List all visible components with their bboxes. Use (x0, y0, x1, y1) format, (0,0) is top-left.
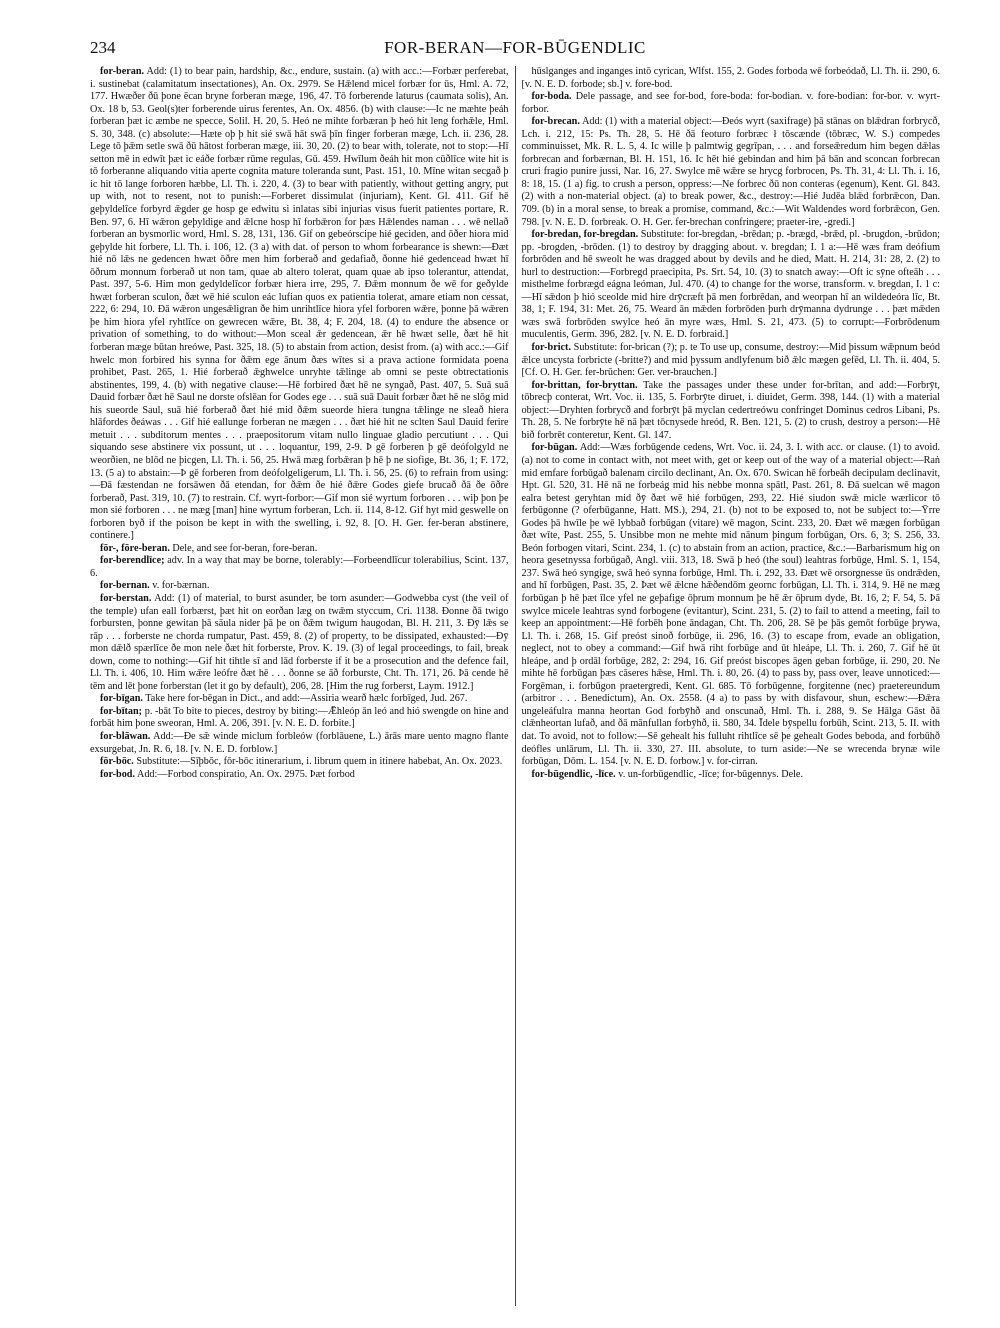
right-column (515, 66, 941, 1306)
running-head: FOR-BERAN—FOR-BŪGENDLIC (384, 38, 646, 57)
dictionary-entry (522, 442, 941, 768)
entry-headword: for-blāwan. (100, 730, 151, 742)
dictionary-entry (90, 756, 509, 769)
entry-headword: for-būgan. (531, 442, 578, 454)
left-column (90, 66, 515, 1306)
entry-body: Add:—Wæs forbūgende cedens, Wrt. Voc. ii. 24, 3. I. with acc. or clause. (1) to avoid. (a) not to come in contact with, not meet with, get or keep out of the way of a material object:—Raṅ mid emfare forbūgað balenam circilo declinant, An. Ox. 670. Swican hē forbeāh decipulam declinavit, Hpt. Gl. 520, 31. Hē nā ne forbeág mid his nebbe monna spātl, Past. 261, 8. Ðā suelcan wē magon ealra betest geryhtan mid ðȳ ðæt wē hié forbūgen, 293, 22. Hié siudon swǣ micle wærlicor tō ferbūgonne (? oferbūganne, Hatt. MS.), 294, 21. (b) not to be exposed to, not be subject to:—Ȳrre Godes þā hwīle þe wē lybbað forbūgan (vitare) wē magon, Scint. 233, 20. Ðæt wē mægen forbūgan ðæt wīte, Past. 255, 5. Unsibbe mon ne mehte mid nānum þingum forbūgan, Ors. 6, 3; S. 256, 33. Beón forbogen vitari, Scint. 234, 1. (c) to abstain from an action, practice, &c.:—Barbarismum hig on heora gesetnyssa forbūgað, Angl. viii. 313, 18. Swā þ heó (the soul) leahtras forbūge, Hml. S. 1, 154, 237. Swā heó syngige, swā heó synna forbūge, Hml. Th. i. 292, 33. Ðæt wē orsorgnesse ūs ondrǣden, and hī forbūgen, Past. 35, 2. Þæt wē ǣlcne hǣðendōm geornc forbūgan, Ll. Th. i. 314, 9. Hē ne mæg forbūgan þ hē þæt īlce yfel ne geþafige ōþrum monnum þe hē ǣr ōþrum dyde, Bt. 16, 2; F. 54, 5. Þā swylce micele leahtras synd forbogene (evitantur), Scint. 231, 5. (2) to fail to attend a meeting, fail to keep an appointment:—Hē forbēh þone āndagan, Cht. Th. 206, 28. Sē þe þās gemōt forbūge þrywa, Ll. Th. i. 268, 15. Gif preóst sinoð forbūge, ii. 296, 16. (3) to escape from, evade an obligation, neglect, not to obey a command:—Gif hwā riht forbūge and ūt hleápe, Ll. Th. i. 260, 7. Gif hē ūt hleápe, and þ ordāl forbūge, 282, 2: 294, 16. Gif preóst biscopes āgen geban forbūge, ii. 290, 20. Ne mihte hē forbūgan þæs cāseres hǣse, Hml. Th. i. 80, 26. (4) to pass by, pass over, leave unnoticed:—Forgēman, i. forbūgon praetergredi, Kent. Gl. 685. Tō forbūgenne, forgitenne (nec) praetereundum (arbitror . . . Benedictum), An. Ox. 2558. (4 a) to pass by with disfavour, shun, eschew:—Ðǣra ungeleáfulra manna heortan God forbȳhð and onscunað, Hml. Th. i. 288, 9. Se Hālga Gāst ðā clǣnheortan lufað, and ðā mānfullan forbȳhð, ii. 580, 34. Īdele bȳspellu forbūh, Scint. 213, 5. II. with dat. To avoid, not to follow:—Sē gehealt his fulluht rihtlīce sē þe gehealt Godes beboda, and forbūhð deófles unlārum, Ll. Th. ii. 330, 27. III. absolute, to turn aside:—Ne se wrecenda brynæ wile forbūgan, Dōm. L. 154. [v. N. E. D. forbow.] v. for-cirran. (521, 442, 940, 768)
dictionary-entry (90, 66, 509, 543)
entry-body: Take here for-bēgan in Dict., and add:—Assiria wearð hælc forbīged, Jud. 267. (145, 693, 468, 705)
dictionary-entry (522, 342, 941, 380)
entry-headword: for-berendlīce; (100, 555, 165, 567)
entry-body: Dele, and see for-beran, fore-beran. (172, 542, 318, 554)
entry-body: v. un-forbūgendlic, -līce; for-būgennys. Dele. (618, 768, 803, 780)
entry-headword: fōr-bōc. (100, 756, 134, 768)
dictionary-entry (90, 555, 509, 580)
entry-body: p. -bāt To bite to pieces, destroy by biting:—Ǣhleóp ān leó and hió swengde on hine and forbāt him þone sweoran, Hml. A. 206, 391. [v. N. E. D. forbite.] (90, 705, 509, 730)
entry-headword: fōr-, fōre-beran. (100, 542, 170, 554)
dictionary-entry (90, 769, 509, 782)
entry-body: Substitute:—Sīþbōc, fōr-bōc itinerarium, i. librum quem in itinere habebat, An. Ox. 2023. (136, 756, 503, 768)
entry-headword: for-brittan, for-bryttan. (531, 379, 638, 391)
entry-headword: for-bernan. (100, 580, 150, 592)
page-header (90, 38, 940, 64)
entry-body: Add:—Forbod conspiratio, An. Ox. 2975. Þæt forbod (136, 768, 355, 780)
dictionary-entry (90, 706, 509, 731)
entry-body: Take the passages under these under for-brītan, and add:—Forbrȳt, tōbrecþ conterat, Wrt. Voc. ii. 135, 5. Forbrȳte diruet, i. diuidet, Germ. 398, 144. (1) with a material object:—Dryhten forbrycð and forbrȳt þā myclan cedertreówu confringet Dominus cedros Libani, Ps. Th. 28, 5. Ne forbrȳte hē nā þæt tōcnysede hreód, R. Ben. 121, 5. (2) to crush, destroy a person:—Hē bið forbrēt conteretur, Kent. Gl. 147. (521, 379, 940, 441)
dictionary-entry (522, 769, 941, 782)
dictionary-entry (90, 580, 509, 593)
dictionary-entry (522, 66, 941, 91)
dictionary-entry (522, 380, 941, 443)
entry-body: Add: (1) to bear pain, hardship, &c., endure, sustain. (a) with acc.:—Forbær perferebat, i. sustinebat (calamitatum insectationes), An. Ox. 2979. Se Hǣlend micel forbær for ūs, Hml. A. 72, 177. Hwæðer ðū þone ēcan bryne forberan mæge, 196, 47. Tō forberende laturus (caumata solis), An. Ox. 18 b, 53. Geol(s)ter forberende uirus ferentes, An. Ox. 4856. (b) with clause:—Ic ne mæhte þeáh forberan þæt ic æmbe ne specce, Solil. H. 20, 5. Heó ne mihte forbæran þ heó hit leng forhǣle, Hml. S. 30, 348. (c) absolute:—Hæte oþ þ hit sié swā hāt swā þīn finger forberan mæge, Lch. ii. 236, 28. Lege tō þǣm setle swā ðū hātost forberan mæge, iii. 30, 20. (2) to bear with, tolerate, not to stop:—Hī setton mē in edwīt þæt ic eáðe forbær rūme regulas, Gū. 459. Hwīlum ðeáh hit mon cūðlīce wite hit is tō forberanne aliquando vitia aperte cognita mature toleranda sunt, Past. 151, 10. Mīne witan secgað þ ic hit tō lange forboren hæbbe, Ll. Th. i. 220, 4. (3) to bear with patiently, without getting angry, put up with, not to resent, not to punish:—Forberet dissimulat (injuriam), Kent. Gl. 411. Gif hē geþyldelīce forbyrd ǣgder ge hosp ge edwitu si inlatas sibi injurias visus fuerit patientes portare, R. Ben. 97, 6. Hī wǣron geþyldige and ǣlcne hosp hī forbǣron for þæs Hǣlendes naman . . . wē nellað forberan an bysmorlic word, Hml. S. 28, 131, 136. Gif on gebeórscipe hié geciden, and ōðer hiora mid geþylde hit forbere, Ll. Th. i. 106, 12. (3 a) with dat. of person to whom forbearance is shewn:—Ðæt hié nō lǣs ne gedencen hwæt ōðre men him forberað and gedafiað, ðonne hié gedencead hwæt hī ōðrum monnum forberað ut non tam, quae ab altero tolerat, quam quae ab ipso tolerantur, attendat, Past. 397, 5-6. Him mon gedyldelīcor forbær hiera irre, 295, 7. Ðǣm monnum ðe wē for geðylde hwæt forberan sculon, ðæt wē hié sculon eác lufian quos ex patientia tolerat, amare etiam non cessat, 222, 6: 294, 10. Ðā wǣron ungesǣligran ðe him unrihtlīce hiora yfel forboren wǣre, þonne þā wǣren þe him hiora yfel ryhtlīce on gewrecen wǣre, Bt. 38, 4; F. 204, 18. (4) to endure the absence or privation of something, to do without:—Mon sceal ǣr gedencean, ǣr hē hwæt selle, ðæt hē hit forberan mæge būtan hreówe, Past. 325, 18. (5) to abstain from action, desist from. (a) with acc.:—Gif hwelc mon forbired his synna for ðǣm ege ānum ðæs wītes si a prava actione formidata poena prohibet, Past. 265, 1. Hié forberað ǣghwelce unryhte tǣlinge ab omni se peste obtrectationis abstinentes, 199, 4. (b) with negative clause:—Hē forbired ðæt hē ne syngað, Past. 407, 5. Suā suā Dauid forbær ðæt hē Saul ne dorste ofslēan for Godes ege . . . suā suā Dauit forbær ðæt hē ne slōg mid his sueorde Saul, suā hié forberað ðæt hié mid ðǣm sueorde hiera tungna tǣlinge ne sleað hiera hlāfordes ðeáwas . . . Gif hié eallunge forberan ne mægen . . . ðæt hié hit ne sclten Saul Dauid ferire metuit . . . subditorum mentes . . . praepositorum vitam nullo linguae gladio percutiunt . . . Qui siquando sese abstinere vix possunt, ut . . . loquantur, 199, 2-9. Þ gē forberen þ gē deófolgyld ne weorðien, ne blōd ne þicgen, Ll. Th. i. 56, 25. Hwā mæg forbǣran þ hē þ ne siofige, Bt. 36, 1; F. 172, 13. (5 a) to abstain:—Þ gē forberen from deófolgeligerum, Ll. Th. i. 56, 25. (6) to refrain from using:—Ðā fæstendan ne forsāwen ðā etendan, for ðǣm ðe hié ðǣre Godes giefe brucað ðā ðe ōðre forberað, Past. 319, 10. (7) to restrain. Cf. wyrt-forbor:—Gif mon sié wyrtum forboren . . . wiþ þon þe mon sié forboren . . . ne mæg [man] hine wyrtum forberan, Lch. ii. 114, 8-12. Gif hyt mid geswelle on forboren byð if the poison be kept in with the swelling, i. 92, 8. [O. H. Ger. fer-beran abstinere, continere.] (90, 66, 509, 542)
entry-body: hūslganges and inganges intō cyrican, Wlfst. 155, 2. Godes forboda wē forbeódað, Ll. Th. ii. 290, 6. [v. N. E. D. forbode; sb.] v. fore-bod. (521, 66, 940, 90)
entry-body: Dele passage, and see for-bod, fore-boda: for-bodian. v. fore-bodian: for-bor. v. wyrt-forbor. (521, 91, 940, 115)
dictionary-page (90, 38, 940, 1308)
entry-headword: for-bod. (100, 768, 135, 780)
entry-headword: for-bredan, for-bregdan. (531, 229, 639, 241)
entry-headword: for-bīgan. (100, 693, 143, 705)
text-columns (90, 66, 940, 1306)
entry-headword: for-berstan. (100, 592, 152, 604)
entry-headword: for-brecan. (531, 116, 580, 128)
dictionary-entry (90, 543, 509, 556)
entry-body: Add: (1) of material, to burst asunder, be torn asunder:—Godwebba cyst (the veil of the temple) ufan eall forbærst, þæt hit on eorðan læg on twǣm styccum, Cri. 1138. Ðonne ðā twigo forbursten, þonne gewitan þā sāula nider þā þe on ðǣm twigum haugodan, Bl. H. 211, 3. Ðȳ lǣs se rāp . . . forberste ne chorda rumpatur, Past. 459, 8. (2) of property, to be dissipated, exhausted:—Ðȳ mon dǣlð spærlīce ðe mon nele ðæt hit forberste, Prov. K. 19. (3) of legal proceedings, to fail, break down, come to nothing:—Gif hit tihtle sī and lād forberste if it be a prosecution and the defence fail, Ll. Th. i. 406, 10. Him wǣre leófre ðæt hē . . . ðonne se āð forburste, Cht. Th. 171, 26. Þā cende hē tēm and lēt þone forberstan (let it go by default), 206, 28. [Him the rug forberst, Laym. 1912.] (90, 592, 509, 692)
entry-body: Add:—Ðe sǣ winde miclum forbleów (forblāuene, L.) ārās mare uento magno flante exsurgebat, Jn. R. 6, 18. [v. N. E. D. forblow.] (90, 730, 509, 755)
entry-body: Substitute: for-bregdan, -brēdan; p. -brægd, -brǣd, pl. -brugdon, -brūdon; pp. -brogden, -brōden. (1) to destroy by dragging about. v. bregdan; I. 1 a:—Hē wæs fram deófium forbrōden and hē sweolt he was dragged about by devils and he died, Matt. H. 214, 31: 28, 2. (2) to hurl to destruction:—Forbregd praecipita, Ps. Srt. 54, 10. (3) to snatch away:—Oft ic sȳne ofteāh . . . misthelme forbrægd eágna leóman, Jul. 470. (4) to change for the worse, transform. v. bregdan, I. 1 c:—Hī sǣdon þ hió sceolde mid hire drȳcræft þā men forbrēdan, and weorpan hī an wildedeóra līc, Bt. 38, 1; F. 194, 31: Met. 26, 75. Weard ān mǣden forbrōden þurh drȳmanna dydrunge . . . þæt mǣden wæs swā forbrōden swylce heó ān myre wæs, Hml. S. 21, 473. (5) to corrupt:—Forbrōdenum muculentis, Germ. 396, 282. [v. N. E. D. forbraid.] (521, 229, 940, 341)
dictionary-entry (90, 731, 509, 756)
dictionary-entry (90, 693, 509, 706)
entry-headword: for-boda. (531, 91, 572, 103)
entry-headword: for-bītan; (100, 705, 143, 717)
dictionary-entry (90, 593, 509, 693)
entry-body: v. for-bærnan. (152, 580, 210, 592)
entry-headword: for-būgendlic, -līce. (531, 768, 616, 780)
entry-headword: for-brict. (531, 342, 572, 354)
entry-body: Substitute: for-brican (?); p. te To use up, consume, destroy:—Mid þissum wǣpnum beód ǣlce uncysta forbricte (-britte?) and mid þyssum andlyfenum bið ǣlc mægen gefēd, Ll. Th. ii. 404, 5. [Cf. O. H. Ger. fer-brūchen: Ger. ver-brauchen.] (521, 342, 940, 379)
dictionary-entry (522, 229, 941, 342)
entry-headword: for-beran. (100, 66, 145, 77)
dictionary-entry (522, 116, 941, 229)
page-number: 234 (90, 38, 116, 57)
entry-body: Add: (1) with a material object:—Ðeós wyrt (saxifrage) þā stānas on blǣdran forbrycð, Lch. i. 212, 15: Ps. Th. 28, 5. Hē ðā feoturo forbræc ł tōscænde (tōbræc, W. S.) compedes comminuisset, Mk. R. L. 5, 4. Ic wille þ palmtwig gegrīpan, . . . and forseǣredum him begen dǣlas forbrecan and forbærnan, Bl. H. 151, 16. Ic hēt hié gebindan and him þā bān and sconcan forbrecan cruri fragio punire jussi, Nar. 16, 27. Swylce mē wǣre se hrycg forbrocen, Ps. Th. 31, 4: Ll. Th. i. 16, 8: 18, 15. (1 a) fig. to crush a person, oppress:—Ne forbrec ðū non conteras (egenum), Kent. Gl. 843. (2) with a non-material object. (a) to break power, &c., destroy:—Hié Judēa blǣd forbrǣcon, Dan. 709. (b) in a moral sense, to break a promise, command, &c.:—Wit Waldendes word forbrǣcon, Gen. 798. [v. N. E. D. forbreak. O. H. Ger. fer-brechan confringere; praeter-ire, -gredi.] (521, 116, 940, 228)
dictionary-entry (522, 91, 941, 116)
entry-body: adv. In a way that may be borne, tolerably:—Forbeendlīcur tolerabilius, Scint. 137, 6. (90, 555, 509, 579)
